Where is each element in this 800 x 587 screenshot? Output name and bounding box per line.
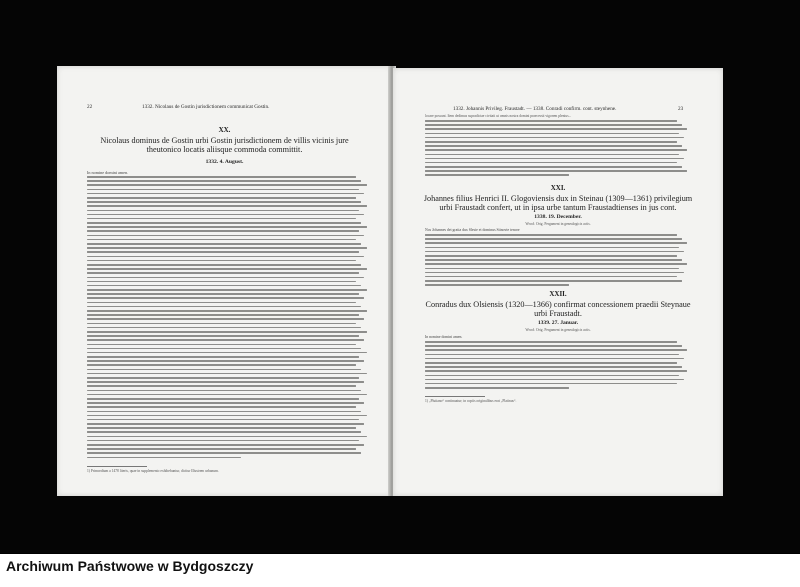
text-line (87, 452, 361, 454)
text-line (87, 176, 356, 178)
text-line (87, 272, 359, 274)
text-line (425, 375, 679, 377)
text-line (425, 272, 684, 274)
text-line (87, 260, 356, 262)
text-line (425, 268, 679, 270)
text-line (87, 419, 359, 421)
text-line (425, 255, 677, 257)
text-line (87, 201, 361, 203)
doc-source-xxi: Wrocł. Orig. Pergament in genealogicis actis. (525, 222, 591, 226)
right-top-body (425, 120, 687, 179)
text-line (425, 284, 569, 286)
text-line (425, 280, 682, 282)
text-line (87, 457, 241, 459)
body-start-xxi: Nos Johannes dei gratia dux Slesie et dominus Stinovie tenore (425, 228, 520, 232)
text-line (87, 411, 361, 413)
text-line (87, 327, 361, 329)
right-top-text: locare possunt. Item dedimus supradictae civitati ut omnis nostra domini praecessit vigorem plenius... (425, 114, 572, 118)
text-line (425, 145, 682, 147)
doc-xxi-body (425, 234, 687, 288)
text-line (87, 235, 364, 237)
left-page-header: 1332. Nicolaus de Gostin jurisdictionem communicat Gostin. (142, 104, 270, 110)
text-line (87, 285, 361, 287)
text-line (87, 339, 364, 341)
doc-source-xxii: Wrocł. Orig. Pergament in genealogicis actis. (525, 328, 591, 332)
text-line (87, 373, 367, 375)
text-line (87, 381, 364, 383)
text-line (425, 354, 679, 356)
text-line (425, 149, 687, 151)
text-line (87, 310, 367, 312)
doc-number-xxii: XXII. (549, 290, 567, 298)
text-line (425, 247, 679, 249)
text-line (87, 335, 359, 337)
text-line (87, 193, 364, 195)
text-line (425, 387, 569, 389)
text-line (87, 314, 359, 316)
right-page-number: 23 (678, 106, 684, 112)
text-line (425, 162, 677, 164)
text-line (87, 306, 361, 308)
doc-number-xxi: XXI. (550, 184, 566, 192)
text-line (425, 370, 687, 372)
doc-title-xxi: Johannes filius Henrici II. Glogoviensis dux in Steinau (1309—1361) privilegium urbi Fraustadt confert, ut in ipsa urbe tantum Fraustadtienses in jus cont. (423, 194, 693, 212)
text-line (425, 358, 684, 360)
left-footnote: 1) Primordium a 1478 literis, quae in supplemento exhibebuntur, dicitur Illustrem urbanum. (87, 469, 219, 473)
doc-date-xxii: 1339. 27. Januar. (537, 320, 579, 326)
text-line (87, 277, 364, 279)
left-page (57, 66, 392, 496)
text-line (87, 415, 367, 417)
text-line (425, 238, 682, 240)
text-line (425, 263, 687, 265)
text-line (87, 302, 356, 304)
text-line (87, 402, 364, 404)
text-line (87, 222, 361, 224)
right-footnote-rule (425, 396, 485, 397)
text-line (425, 170, 687, 172)
doc-xxii-body (425, 341, 687, 391)
text-line (425, 251, 684, 253)
text-line (425, 124, 682, 126)
text-line (87, 331, 367, 333)
text-line (425, 366, 682, 368)
text-line (87, 385, 356, 387)
text-line (87, 394, 367, 396)
text-line (87, 348, 361, 350)
right-page-header: 1332. Johannis Privileg. Fraustadt. — 1338. Conradi confirm. cont. steynhene. (453, 106, 617, 112)
text-line (87, 377, 359, 379)
text-line (87, 356, 359, 358)
left-page-number: 22 (87, 104, 93, 110)
doc-date-xx: 1332. 4. August. (205, 159, 244, 165)
text-line (87, 281, 356, 283)
text-line (425, 141, 677, 143)
text-line (87, 390, 361, 392)
body-start-xxii: In nomine domini amen. (425, 335, 463, 339)
text-line (425, 137, 684, 139)
text-line (87, 218, 356, 220)
left-body-text (87, 176, 367, 461)
text-line (425, 349, 687, 351)
text-line (87, 184, 367, 186)
text-line (87, 226, 367, 228)
text-line (425, 362, 677, 364)
text-line (87, 189, 359, 191)
text-line (87, 214, 364, 216)
right-page (393, 68, 723, 496)
text-line (425, 345, 682, 347)
text-line (87, 436, 367, 438)
text-line (87, 360, 364, 362)
text-line (87, 205, 367, 207)
text-line (425, 234, 677, 236)
text-line (87, 448, 356, 450)
archive-label: Archiwum Państwowe w Bydgoszczy (6, 558, 254, 574)
text-line (87, 297, 364, 299)
text-line (425, 379, 684, 381)
text-line (87, 243, 361, 245)
text-line (87, 352, 367, 354)
text-line (425, 166, 682, 168)
text-line (87, 364, 356, 366)
text-line (87, 440, 359, 442)
text-line (87, 230, 359, 232)
text-line (425, 174, 569, 176)
footnote-rule (87, 466, 147, 467)
text-line (87, 289, 367, 291)
text-line (87, 268, 367, 270)
text-line (425, 133, 679, 135)
text-line (87, 344, 356, 346)
text-line (87, 318, 364, 320)
text-line (87, 239, 356, 241)
text-line (87, 406, 356, 408)
text-line (425, 154, 679, 156)
text-line (425, 341, 677, 343)
doc-number-xx: XX. (218, 126, 231, 134)
text-line (87, 256, 364, 258)
text-line (425, 259, 682, 261)
text-line (425, 242, 687, 244)
text-line (87, 293, 359, 295)
image-border (0, 553, 800, 554)
text-line (87, 180, 361, 182)
text-line (87, 427, 356, 429)
text-line (87, 431, 361, 433)
doc-title-xx: Nicolaus dominus de Gostin urbi Gostin jurisdictionem de villis vicinis jure theutonico locatis aliisque commoda committit. (100, 136, 349, 154)
text-line (87, 264, 361, 266)
text-line (87, 197, 356, 199)
text-line (425, 128, 687, 130)
text-line (425, 276, 677, 278)
text-line (425, 383, 677, 385)
text-line (87, 398, 359, 400)
text-line (425, 158, 684, 160)
text-line (87, 369, 361, 371)
text-line (87, 444, 364, 446)
text-line (87, 251, 359, 253)
right-footnote: 1) „Plutiano“ continuatur; in copiis originalibus erat „Platinus“. (425, 399, 517, 403)
doc-title-xxii: Conradus dux Olsiensis (1320—1366) confirmat concessionem praedii Steynaue urbi Fraustadt. (425, 300, 691, 318)
body-start-xx: In nomine domini amen. (87, 170, 129, 175)
text-line (87, 323, 356, 325)
text-line (87, 423, 364, 425)
text-line (87, 210, 359, 212)
doc-date-xxi: 1338. 19. December. (534, 214, 582, 220)
text-line (87, 247, 367, 249)
text-line (425, 120, 677, 122)
